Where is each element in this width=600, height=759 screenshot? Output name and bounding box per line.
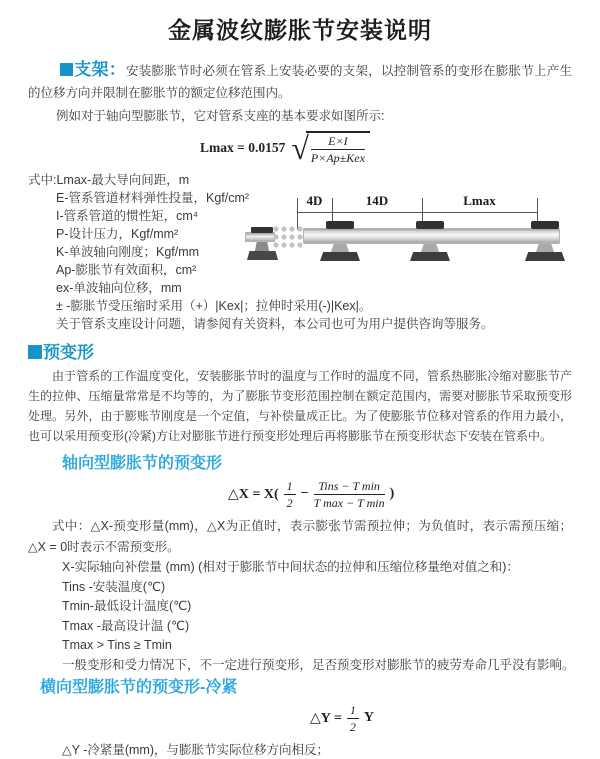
variable-line: 式中:Lmax-最大导向间距，m bbox=[28, 173, 190, 187]
page-title: 金属波纹膨胀节安装说明 bbox=[168, 17, 432, 43]
axial-formula-temp-fraction bbox=[314, 479, 385, 510]
section-heading-support: 支架： bbox=[74, 60, 126, 79]
section-marker-icon bbox=[28, 345, 42, 359]
lateral-subheading: 横向型膨胀节的预变形-冷紧 bbox=[40, 679, 238, 696]
variable-line: Ap-膨胀节有效面积，cm² bbox=[56, 263, 197, 277]
variable-line: K-单波轴向刚度；Kgf/mm bbox=[56, 245, 200, 259]
section-marker-icon bbox=[60, 63, 73, 76]
pipe-support-base bbox=[410, 252, 450, 261]
lmax-formula-prefix: Lmax = 0.0157 bbox=[200, 140, 286, 155]
anchor-support bbox=[251, 227, 273, 233]
sqrt-sign-icon: √ bbox=[291, 130, 309, 166]
section-heading-predeform-row bbox=[28, 342, 572, 365]
dim-label-4d: 4D bbox=[306, 193, 323, 208]
lmax-formula-fraction bbox=[311, 134, 365, 165]
section-heading-predeform: 预变形 bbox=[43, 343, 94, 362]
pipe-support-cap bbox=[531, 221, 559, 229]
lateral-desc-line: △Y -冷紧量(mm)，与膨胀节实际位移方向相反； bbox=[62, 743, 330, 757]
dim-label-14d: 14D bbox=[365, 193, 389, 208]
pipe-support-base bbox=[525, 252, 565, 261]
bellows-icon bbox=[272, 225, 305, 249]
axial-definition-line: Tmax -最高设计温 (℃) bbox=[62, 618, 190, 633]
fraction-numerator: 1 bbox=[284, 479, 296, 495]
axial-definition-line: Tmin-最低设计温度(℃) bbox=[62, 599, 192, 613]
axial-definition-line: X-实际轴向补偿量 (mm) (相对于膨胀节中间状态的拉伸和压缩位移量绝对值之和)： bbox=[62, 560, 519, 574]
pipe-support-pedestal bbox=[331, 244, 349, 252]
pipe-support-pedestal bbox=[421, 244, 439, 252]
plusminus-note-line: ± -膨胀节受压缩时采用（+）|Kex|；拉伸时采用(-)|Kex|。 bbox=[56, 299, 372, 313]
axial-formula-operator: − bbox=[300, 486, 309, 501]
pipe-support-cap bbox=[416, 221, 444, 229]
pipe-stub bbox=[245, 232, 275, 242]
axial-formula-suffix: ) bbox=[389, 486, 395, 501]
pipe-support-diagram bbox=[245, 192, 580, 287]
dimension-line bbox=[297, 212, 537, 213]
dim-label-lmax: Lmax bbox=[463, 193, 496, 208]
support-intro-text: 安装膨胀节时必须在管系上安装必要的支架，以控制管系的变形在膨胀节上产生的位移方向并限制在膨胀节的额定位移范围内。 bbox=[28, 64, 572, 100]
fraction-numerator: E×I bbox=[311, 134, 365, 150]
fraction-numerator: 1 bbox=[347, 703, 359, 719]
service-note-line: 关于管系支座设计问题，请参阅有关资料，本公司也可为用户提供咨询等服务。 bbox=[56, 317, 494, 331]
fraction-denominator: 2 bbox=[286, 495, 293, 510]
fraction-denominator: P×Ap±Kex bbox=[310, 151, 365, 165]
fraction-numerator: Tins − T min bbox=[314, 479, 385, 495]
lateral-formula bbox=[310, 704, 572, 732]
support-intro-paragraph bbox=[28, 59, 572, 104]
fraction-denominator: 2 bbox=[349, 719, 356, 734]
pipe-support-pedestal bbox=[536, 244, 554, 252]
pipe-support-cap bbox=[326, 221, 354, 229]
axial-definition-line: Tins -安装温度(℃) bbox=[62, 579, 166, 594]
lateral-formula-half-fraction bbox=[347, 703, 359, 734]
axial-subheading: 轴向型膨胀节的预变形 bbox=[62, 455, 223, 472]
anchor-support bbox=[255, 242, 269, 251]
lateral-formula-prefix: △Y = bbox=[310, 710, 342, 726]
sqrt-radical bbox=[291, 131, 370, 165]
axial-formula-half-fraction bbox=[284, 479, 296, 510]
axial-formula bbox=[228, 477, 572, 511]
lmax-formula bbox=[200, 130, 572, 166]
lateral-formula-suffix: Y bbox=[363, 710, 374, 725]
axial-desc-paragraph: 式中：△X-预变形量(mm)，△X为正值时，表示膨张节需预拉伸；为负值时，表示需预压缩；△X = 0时表示不需预变形。 bbox=[28, 519, 572, 554]
axial-formula-prefix: △X = X( bbox=[228, 486, 279, 502]
pipe bbox=[303, 228, 560, 244]
axial-definition-line: Tmax > Tins ≥ Tmin bbox=[62, 638, 172, 652]
variable-line: P-设计压力，Kgf/mm² bbox=[56, 227, 179, 241]
variable-line: ex-单波轴向位移，mm bbox=[56, 281, 182, 295]
anchor-support bbox=[247, 251, 278, 260]
variable-line: I-管系管道的惯性矩，cm⁴ bbox=[56, 209, 199, 223]
support-example-line: 例如对于轴向型膨胀节，它对管系支座的基本要求如图所示: bbox=[56, 109, 385, 123]
variable-line: E-管系管道材料弹性投量，Kgf/cm² bbox=[56, 191, 250, 205]
axial-definition-line: 一般变形和受力情况下，不一定进行预变形，足否预变形对膨胀节的疲劳寿命几乎没有影响。 bbox=[62, 657, 575, 672]
predeform-paragraph: 由于管系的工作温度变化，安装膨胀节时的温度与工作时的温度不同，管系热膨胀冷缩对膨胀节产生的拉伸、压缩量常常是不均等的，为了膨胀节变形范围控制在额定范围内，需要对膨胀节采取预变形处理。另外，由于膨账节刚度是一个定值，与补偿量成正比。为了使膨胀节位移对管系的作用力最小，也可以采用预变形(冷紧)方让对膨胀节进行预变形处理后再将膨胀节在预变形状态下安装在管系中。 bbox=[28, 369, 572, 443]
fraction-denominator: T max − T min bbox=[313, 495, 385, 510]
pipe-support-base bbox=[320, 252, 360, 261]
